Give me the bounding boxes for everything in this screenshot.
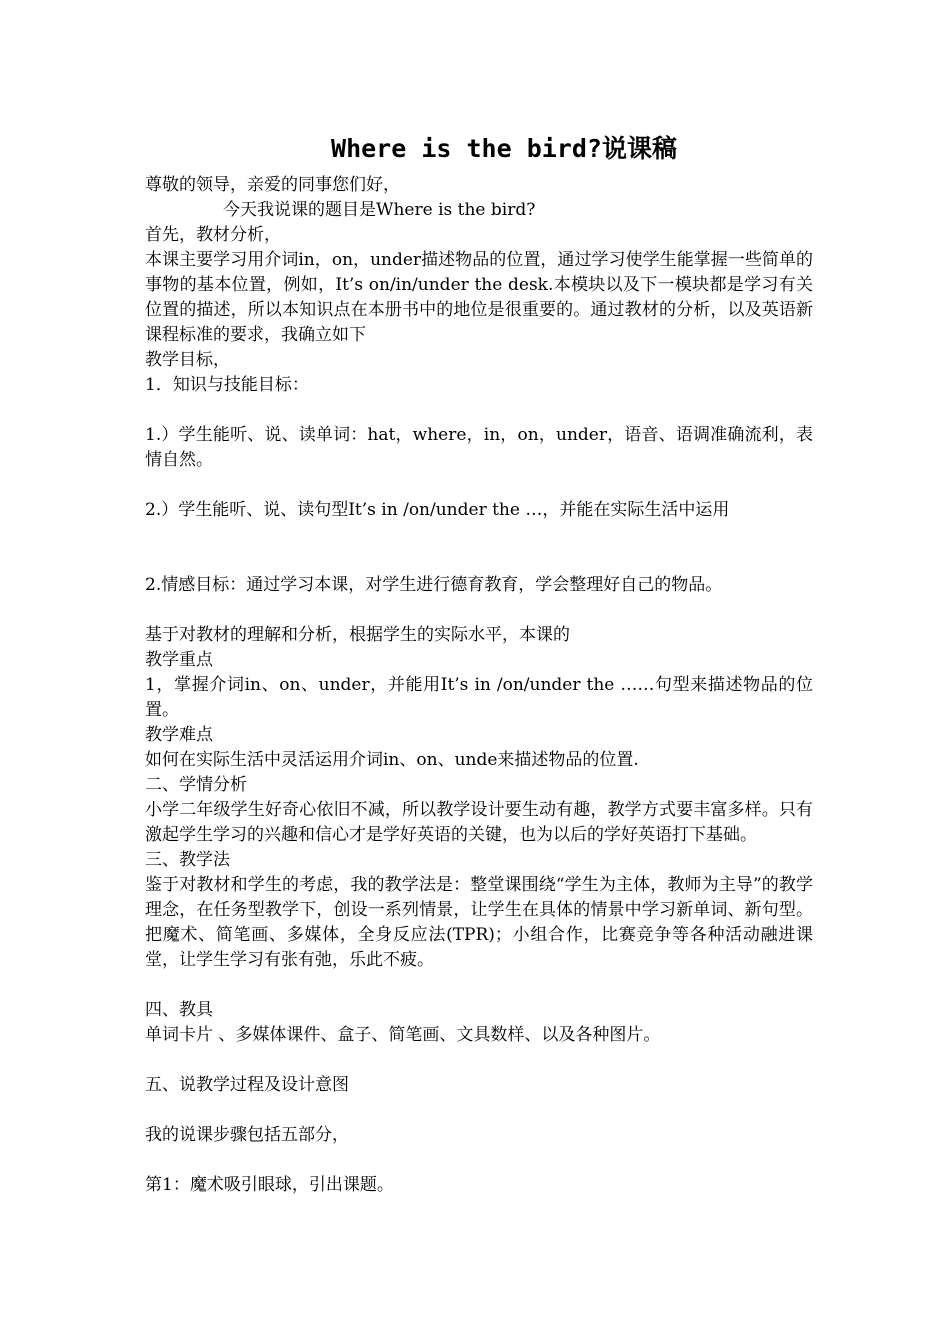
key-heading: 教学重点 — [145, 650, 213, 670]
goal1-item1: 1.）学生能听、说、读单词：hat，where，in，on，under，语音、语调准确流利，表情自然。 — [145, 425, 813, 470]
section3-text: 鉴于对教材和学生的考虑，我的教学法是：整堂课围绕“学生为主体，教师为主导”的教学理念，在任务型教学下，创设一系列情景，让学生在具体的情景中学习新单词、新句型。把魔术、简笔画、多媒体，全身反应法(TPR)；小组合作，比赛竞争等各种活动融进课堂，让学生学习有张有弛，乐此不疲。 — [145, 875, 813, 970]
difficulty-heading: 教学难点 — [145, 725, 213, 745]
section2-text: 小学二年级学生好奇心依旧不减，所以教学设计要生动有趣，教学方式要丰富多样。只有激起学生学习的兴趣和信心才是学好英语的关键，也为以后的学好英语打下基础。 — [145, 800, 813, 845]
first-line: 首先，教材分析， — [145, 225, 281, 245]
section2-heading: 二、学情分析 — [145, 775, 247, 795]
goals-heading: 教学目标， — [145, 350, 230, 370]
section4-heading: 四、教具 — [145, 1000, 213, 1020]
document-title: Where is the bird?说课稿 — [331, 134, 677, 163]
step1: 第1：魔术吸引眼球，引出课题。 — [145, 1175, 394, 1195]
section4-text: 单词卡片 、多媒体课件、盒子、简笔画、文具数样、以及各种图片。 — [145, 1025, 661, 1045]
difficulty-text: 如何在实际生活中灵活运用介词in、on、unde来描述物品的位置. — [145, 750, 639, 770]
basis-line: 基于对教材的理解和分析，根据学生的实际水平，本课的 — [145, 625, 570, 645]
section3-heading: 三、教学法 — [145, 850, 230, 870]
intro-line: 今天我说课的题目是Where is the bird? — [223, 200, 536, 220]
goal1-item2: 2.）学生能听、说、读句型It’s in /on/under the …，并能在实际生活中运用 — [145, 500, 730, 520]
key-point: 1，掌握介词in、on、under，并能用It’s in /on/under the ……句型来描述物品的位置。 — [145, 675, 813, 720]
document-body — [145, 173, 813, 1198]
greeting: 尊敬的领导，亲爱的同事您们好， — [145, 175, 400, 195]
goal1-heading: 1．知识与技能目标： — [145, 375, 309, 395]
goal2: 2.情感目标：通过学习本课，对学生进行德育教育，学会整理好自己的物品。 — [145, 575, 723, 595]
section5-heading: 五、说教学过程及设计意图 — [145, 1075, 349, 1095]
steps-intro: 我的说课步骤包括五部分， — [145, 1125, 349, 1145]
analysis-paragraph: 本课主要学习用介词in，on，under描述物品的位置，通过学习使学生能掌握一些简单的事物的基本位置，例如，It’s on/in/under the desk.本模块以及下一模块都是学习有关位置的描述，所以本知识点在本册书中的地位是很重要的。通过教材的分析，以及英语新课程标准的要求，我确立如下 — [145, 250, 813, 345]
